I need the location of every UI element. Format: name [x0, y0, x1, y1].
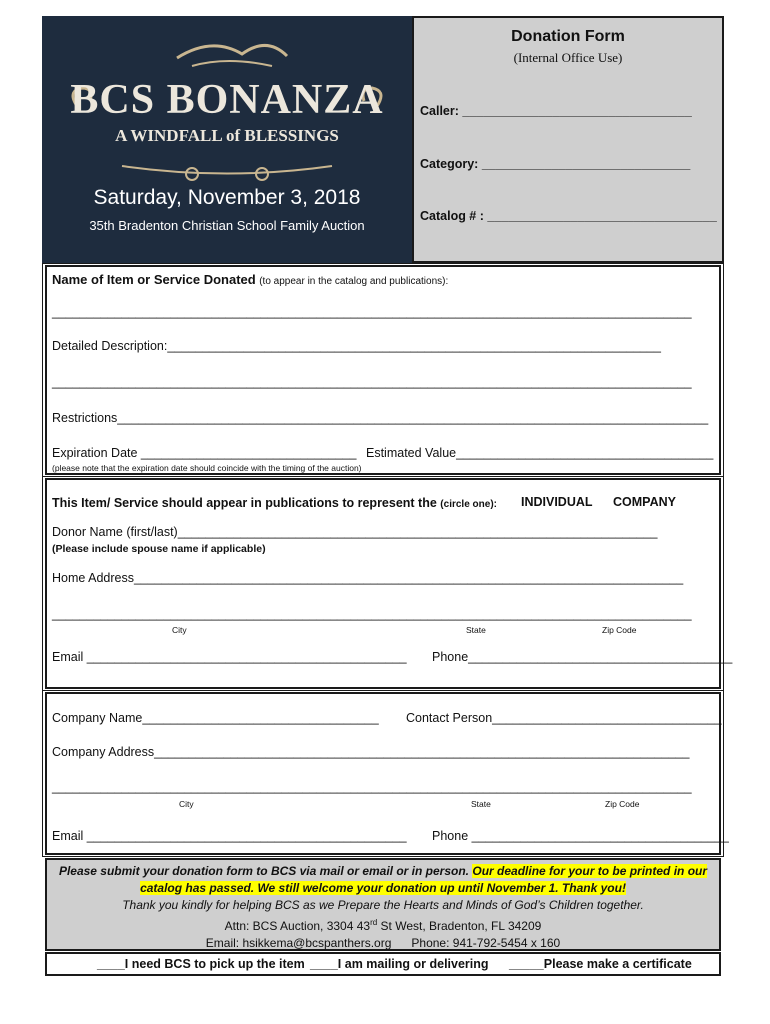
contact-email[interactable]: Email: hsikkema@bcspanthers.org	[205, 936, 392, 950]
circle-one-note: (circle one):	[440, 499, 497, 510]
donor-section	[45, 478, 733, 689]
home-address-field[interactable]: Home Address_______________________________________________________________________________	[52, 571, 684, 585]
description-field[interactable]: Detailed Description:_______________________________________________________________________	[52, 339, 661, 353]
donor-phone-field[interactable]: Phone______________________________________	[432, 650, 733, 664]
banner-subtitle: 35th Bradenton Christian School Family Auction	[89, 218, 365, 233]
banner-tagline: A WINDFALL of BLESSINGS	[115, 126, 339, 145]
company-phone-field[interactable]: Phone _____________________________________	[432, 829, 729, 843]
delivery-options	[45, 952, 721, 976]
company-email-field[interactable]: Email ______________________________________________	[52, 829, 407, 843]
city-caption: City	[172, 625, 187, 635]
company-option[interactable]: COMPANY	[613, 495, 676, 509]
address-line2-field[interactable]: ____________________________________________________________________________________________	[52, 607, 692, 621]
company-address-line2-field[interactable]: ____________________________________________________________________________________________	[52, 780, 692, 794]
company-state-caption: State	[471, 799, 491, 809]
state-caption: State	[466, 625, 486, 635]
company-address-field[interactable]: Company Address_____________________________________________________________________________	[52, 745, 690, 759]
publication-question: This Item/ Service should appear in publications to represent the	[52, 496, 437, 510]
restrictions-field[interactable]: Restrictions_____________________________________________________________________________________	[52, 411, 709, 425]
pickup-option[interactable]: ____I need BCS to pick up the item	[97, 957, 305, 971]
form-subtitle: (Internal Office Use)	[513, 50, 623, 65]
donor-name-field[interactable]: Donor Name (first/last)_____________________________________________________________________	[52, 525, 658, 539]
mailing-option[interactable]: ____I am mailing or delivering	[310, 957, 489, 971]
thank-you-text: Thank you kindly for helping BCS as we Prepare the Hearts and Minds of God’s Children together.	[122, 898, 644, 912]
auction-banner	[42, 16, 412, 263]
item-name-label: Name of Item or Service Donated	[52, 272, 256, 287]
expiration-date-field[interactable]: Expiration Date _______________________________	[52, 446, 357, 460]
description-field-line2[interactable]: ____________________________________________________________________________________________	[52, 375, 692, 389]
estimated-value-field[interactable]: Estimated Value_____________________________________	[366, 446, 714, 460]
deadline-notice: Our deadline for your to be printed in our	[472, 864, 708, 878]
zip-caption: Zip Code	[602, 625, 637, 635]
category-field[interactable]: Category: ______________________________	[420, 157, 691, 171]
submit-instruction: Please submit your donation form to BCS via mail or email or in person.	[58, 864, 470, 878]
form-title: Donation Form	[511, 28, 625, 45]
company-city-caption: City	[179, 799, 194, 809]
spouse-note: (Please include spouse name if applicable)	[52, 543, 266, 555]
certificate-option[interactable]: _____Please make a certificate	[509, 957, 692, 971]
contact-phone: Phone: 941-792-5454 x 160	[411, 936, 561, 950]
donor-email-field[interactable]: Email ______________________________________________	[52, 650, 407, 664]
individual-option[interactable]: INDIVIDUAL	[521, 495, 593, 509]
item-name-field[interactable]: ____________________________________________________________________________________________	[52, 305, 692, 319]
expiration-note: (please note that the expiration date should coincide with the timing of the auction)	[52, 463, 362, 473]
company-section	[45, 692, 729, 855]
item-section	[45, 265, 721, 475]
contact-person-field[interactable]: Contact Person_________________________________	[406, 711, 722, 725]
company-zip-caption: Zip Code	[605, 799, 640, 809]
mailing-address-cont: St West, Bradenton, FL 34209	[377, 919, 542, 933]
banner-brand: BCS BONANZA	[70, 77, 384, 123]
company-name-field[interactable]: Company Name__________________________________	[52, 711, 379, 725]
catalog-number-field[interactable]: Catalog # : _________________________________	[420, 209, 717, 223]
office-use-panel	[412, 16, 724, 263]
deadline-notice-cont: catalog has passed. We still welcome your donation up until November 1. Thank you!	[140, 881, 626, 895]
submission-info	[45, 858, 721, 951]
mailing-address: Attn: BCS Auction, 3304 43	[224, 919, 371, 933]
address-ordinal: rd	[370, 918, 378, 927]
item-name-note: (to appear in the catalog and publications):	[259, 276, 449, 287]
banner-date: Saturday, November 3, 2018	[93, 186, 361, 209]
caller-field[interactable]: Caller: _________________________________	[420, 104, 692, 118]
